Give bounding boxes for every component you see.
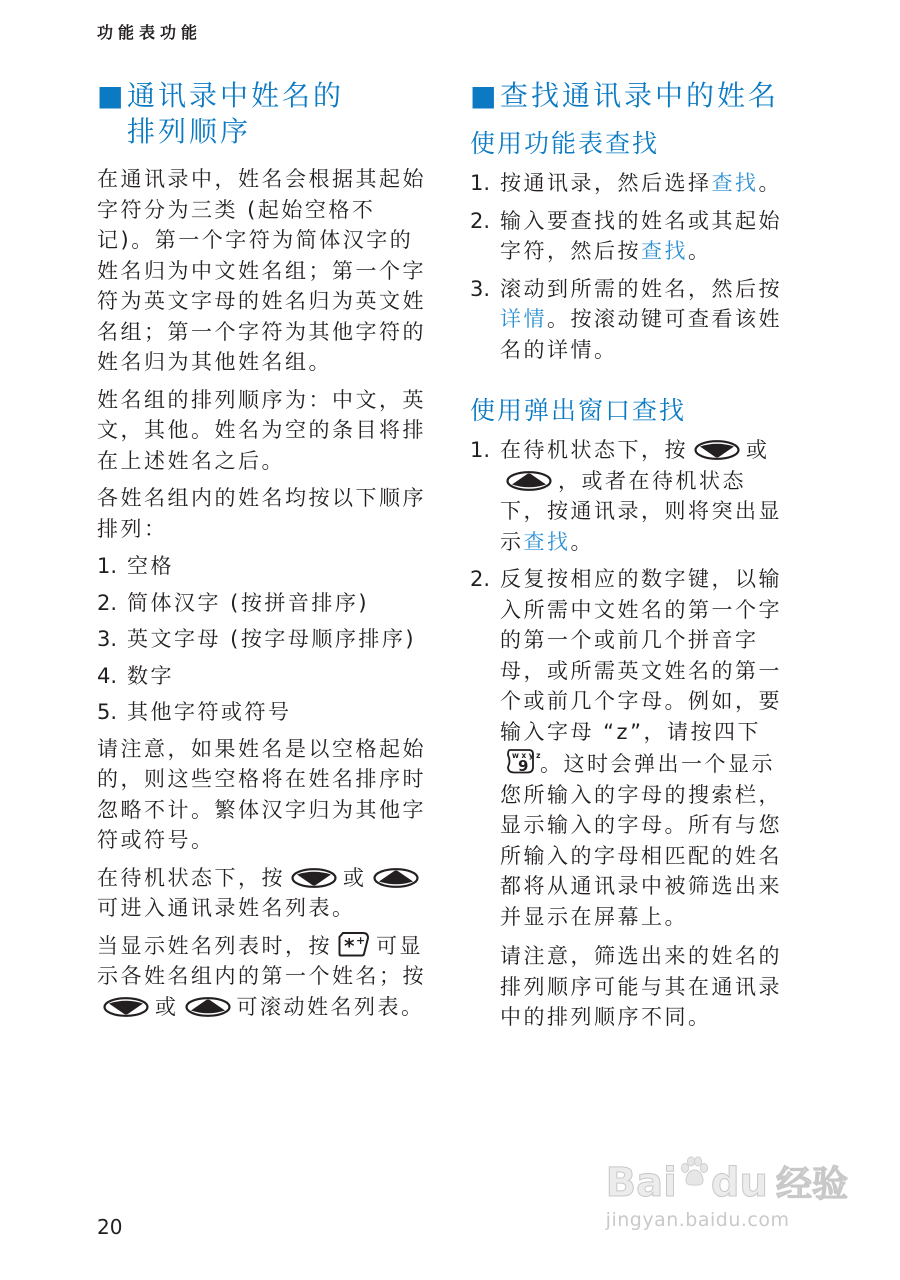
scroll-up-key-icon bbox=[505, 470, 553, 492]
step-item bbox=[470, 564, 790, 932]
key-9-digit: 9 bbox=[518, 757, 531, 775]
paragraph-list-intro: 各姓名组内的姓名均按以下顺序排列： bbox=[97, 486, 426, 541]
list-text: 英文字母 (按字母顺序排序) bbox=[127, 627, 417, 651]
subheading-menu-search: 使用功能表查找 bbox=[470, 129, 660, 158]
text-segment: 。 bbox=[758, 171, 782, 195]
text-segment: 。 bbox=[570, 529, 594, 554]
list-item bbox=[97, 697, 433, 728]
step-item bbox=[470, 168, 790, 199]
number-9-key-icon bbox=[505, 747, 544, 775]
watermark-brand-part: Bai bbox=[605, 1160, 677, 1206]
star-key-symbol: * bbox=[344, 933, 357, 958]
list-text: 其他字符或符号 bbox=[127, 700, 292, 724]
paragraph-name-groups: 在通讯录中，姓名会根据其起始字符分为三类 (起始空格不记)。第一个字符为简体汉字的姓名归为中文姓名组；第一个字符为英文字母的姓名归为英文姓名组；第一个字符为其他字符的姓名归为其他姓名组。 bbox=[97, 167, 426, 374]
scroll-down-key-icon bbox=[102, 996, 150, 1018]
text-segment: ，或者在待机状态下，按通讯录，则将突出显示 bbox=[500, 468, 782, 554]
list-number: 1. bbox=[97, 554, 118, 578]
text-segment: 按通讯录，然后选择 bbox=[500, 171, 712, 195]
text-segment: 在待机状态下，按 bbox=[97, 865, 285, 890]
text-segment: 反复按相应的数字键，以输入所需中文姓名的第一个字的第一个或前几个拼音字母，或所需英文姓名的第一个或前几个字母。例如，要输入字母 “z”，请按四下 bbox=[500, 567, 782, 744]
step-number: 2. bbox=[470, 567, 491, 591]
list-item bbox=[97, 551, 433, 582]
step-item bbox=[470, 274, 790, 366]
star-key-icon bbox=[337, 931, 371, 957]
list-text: 数字 bbox=[127, 663, 174, 688]
softkey-term-find: 查找 bbox=[523, 529, 571, 554]
heading-text: 查找通讯录中的姓名 bbox=[500, 79, 780, 112]
text-segment: 输入要查找的姓名或其起始字符，然后按 bbox=[500, 208, 782, 263]
paragraph-scroll-name-list bbox=[97, 931, 433, 1023]
list-item bbox=[97, 624, 433, 655]
list-number: 2. bbox=[97, 590, 118, 615]
key-9-letters: wxyz bbox=[512, 751, 544, 760]
text-segment: 或 bbox=[746, 438, 770, 462]
step-text bbox=[500, 564, 790, 932]
list-text: 空格 bbox=[127, 554, 174, 578]
softkey-term-find: 查找 bbox=[641, 239, 688, 263]
paragraph-space-note: 请注意，如果姓名是以空格起始的，则这些空格将在姓名排序时忽略不计。繁体汉字归为其他字符或符号。 bbox=[97, 736, 426, 852]
scroll-up-key-icon bbox=[372, 867, 420, 889]
subheading-popup-search: 使用弹出窗口查找 bbox=[470, 396, 687, 425]
step-text bbox=[500, 168, 790, 199]
list-number: 3. bbox=[97, 627, 118, 651]
text-segment: 或 bbox=[343, 865, 367, 890]
text-segment: 在待机状态下，按 bbox=[500, 438, 688, 462]
paragraph-group-order: 姓名组的排列顺序为：中文，英文，其他。姓名为空的条目将排在上述姓名之后。 bbox=[97, 387, 426, 473]
heading-marker: ■ bbox=[97, 79, 124, 112]
text-segment: 当显示姓名列表时，按 bbox=[97, 933, 332, 958]
softkey-term-find: 查找 bbox=[711, 171, 759, 195]
list-number: 5. bbox=[97, 700, 118, 724]
step-item bbox=[470, 206, 790, 267]
heading-text bbox=[127, 78, 344, 150]
watermark-brand-part: du bbox=[710, 1160, 768, 1206]
text-segment: 。按滚动键可查看该姓名的详情。 bbox=[500, 307, 782, 362]
text-segment: 可滚动姓名列表。 bbox=[236, 994, 425, 1019]
step-number: 1. bbox=[470, 171, 491, 195]
list-number: 4. bbox=[97, 663, 118, 688]
baidu-paw-icon bbox=[679, 1156, 709, 1188]
section-heading-name-order bbox=[97, 78, 433, 150]
running-header: 功能表功能 bbox=[97, 23, 203, 42]
text-segment: 可显示各姓名组内的第一个姓名；按 bbox=[97, 933, 426, 988]
scroll-up-key-icon bbox=[184, 996, 232, 1018]
text-segment: 。这时会弹出一个显示您所输入的字母的搜索栏，显示输入的字母。所有与您所输入的字母相匹配的姓名都将从通讯录中被筛选出来并显示在屏幕上。 bbox=[500, 752, 782, 929]
paragraph-enter-name-list bbox=[97, 863, 433, 924]
list-item bbox=[97, 661, 433, 692]
watermark-brand-cn: 经验 bbox=[775, 1164, 848, 1205]
step-text bbox=[500, 206, 790, 267]
right-column bbox=[470, 78, 790, 1040]
list-item bbox=[97, 588, 433, 619]
text-segment: 可进入通讯录姓名列表。 bbox=[97, 896, 356, 920]
watermark bbox=[606, 1156, 848, 1231]
heading-line-2: 排列顺序 bbox=[127, 115, 252, 148]
sort-order-list bbox=[97, 551, 433, 728]
step-number: 2. bbox=[470, 208, 491, 233]
step-number: 3. bbox=[470, 276, 491, 301]
heading-marker: ■ bbox=[470, 79, 497, 112]
step-text bbox=[500, 435, 790, 557]
step-item bbox=[470, 435, 790, 557]
step-text bbox=[500, 274, 790, 366]
section-heading-find-name bbox=[470, 78, 790, 114]
text-segment: 或 bbox=[155, 994, 179, 1019]
popup-search-steps bbox=[470, 435, 790, 932]
star-key-plus: + bbox=[356, 933, 368, 947]
scroll-down-key-icon bbox=[693, 439, 741, 461]
filter-order-note: 请注意，筛选出来的姓名的排列顺序可能与其在通讯录中的排列顺序不同。 bbox=[500, 944, 782, 1029]
watermark-brand bbox=[606, 1156, 848, 1209]
text-segment: 滚动到所需的姓名，然后按 bbox=[500, 276, 782, 301]
left-column bbox=[97, 78, 433, 1029]
step-number: 1. bbox=[470, 438, 491, 462]
list-text: 简体汉字 (按拼音排序) bbox=[127, 590, 370, 615]
text-segment: 。 bbox=[688, 239, 712, 263]
softkey-term-details: 详情 bbox=[500, 307, 547, 331]
watermark-site: jingyan.baidu.com bbox=[605, 1209, 790, 1231]
page-number: 20 bbox=[97, 1215, 123, 1239]
scroll-down-key-icon bbox=[290, 867, 338, 889]
heading-line-1: 通讯录中姓名的 bbox=[127, 79, 345, 112]
menu-search-steps bbox=[470, 168, 790, 365]
